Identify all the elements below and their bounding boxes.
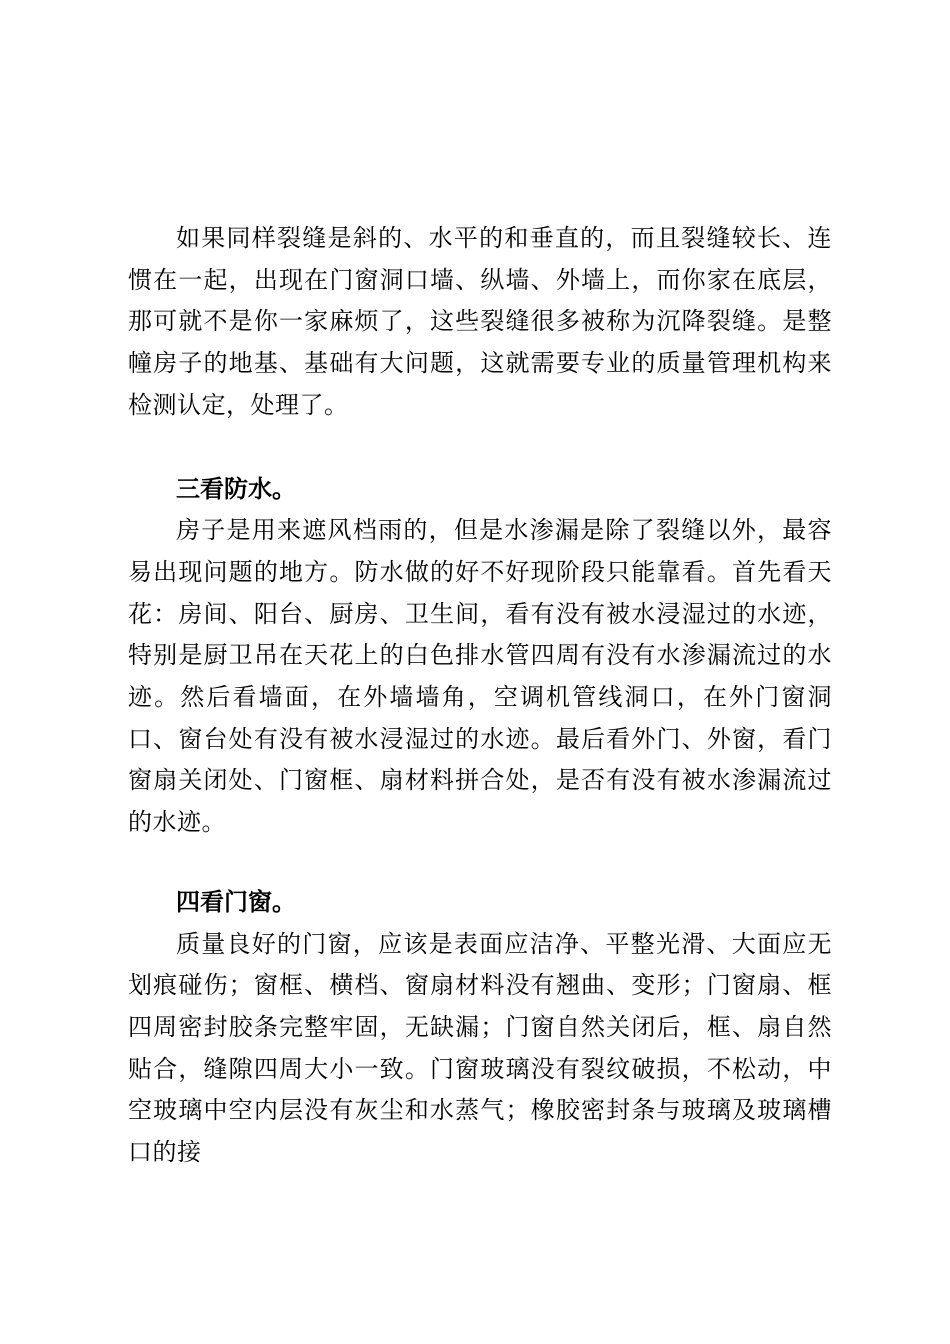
paragraph-waterproof: 房子是用来遮风档雨的，但是水渗漏是除了裂缝以外，最容易出现问题的地方。防水做的好不好现阶段只能靠看。首先看天花：房间、阳台、厨房、卫生间，看有没有被水浸湿过的水迹，特别是厨卫吊在天花上的白色排水管四周有没有水渗漏流过的水迹。然后看墙面，在外墙墙角，空调机管线洞口，在外门窗洞口、窗台处有没有被水浸湿过的水迹。最后看外门、外窗，看门窗扇关闭处、门窗框、扇材料拼合处，是否有没有被水渗漏流过的水迹。 xyxy=(128,516,832,837)
spacer xyxy=(128,844,832,882)
paragraph-settlement-cracks: 如果同样裂缝是斜的、水平的和垂直的，而且裂缝较长、连惯在一起，出现在门窗洞口墙、纵墙、外墙上，而你家在底层，那可就不是你一家麻烦了，这些裂缝很多被称为沉降裂缝。是整幢房子的地基、基础有大问题，这就需要专业的质量管理机构来检测认定，处理了。 xyxy=(128,224,832,419)
section-heading-windows: 四看门窗。 xyxy=(176,887,296,916)
section-heading-waterproof: 三看防水。 xyxy=(176,474,296,503)
document-page xyxy=(128,218,832,1174)
spacer xyxy=(128,427,832,469)
paragraph-windows: 质量良好的门窗，应该是表面应洁净、平整光滑、大面应无划痕碰伤；窗框、横档、窗扇材料没有翘曲、变形；门窗扇、框四周密封胶条完整牢固，无缺漏；门窗自然关闭后，框、扇自然贴合，缝隙四周大小一致。门窗玻璃没有裂纹破损，不松动，中空玻璃中空内层没有灰尘和水蒸气；橡胶密封条与玻璃及玻璃槽口的接 xyxy=(128,929,832,1167)
